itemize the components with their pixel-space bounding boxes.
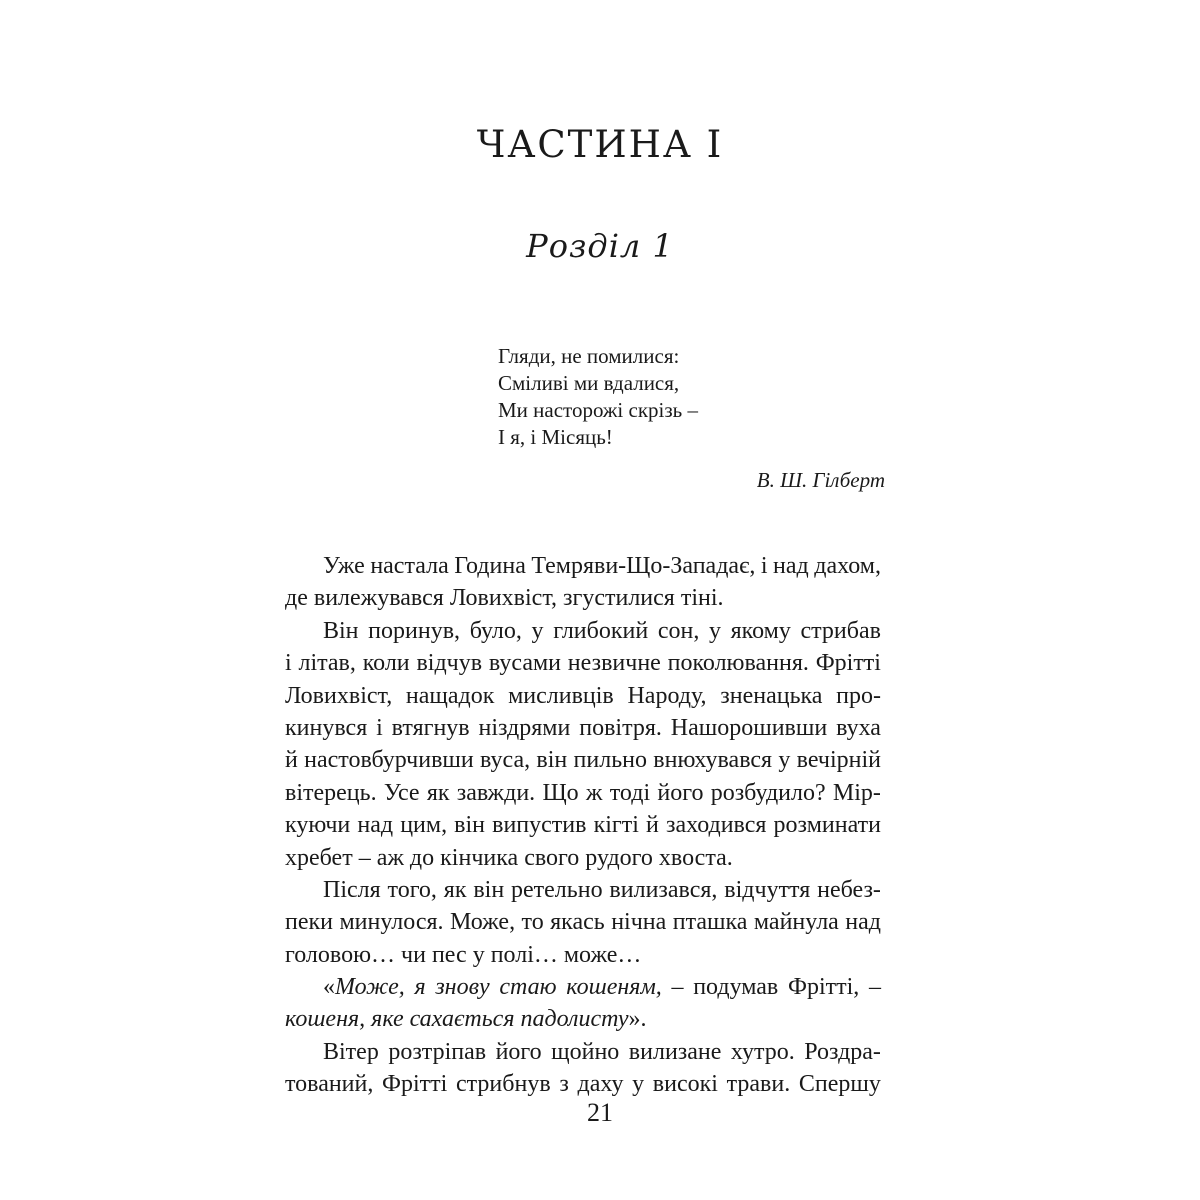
body-word: відчуття — [724, 876, 811, 903]
body-word: Він — [323, 617, 359, 644]
body-word: пильно — [573, 747, 647, 774]
epigraph-line: Сміливі ми вдалися, — [498, 371, 680, 395]
body-word: незвичне — [567, 650, 661, 677]
body-word: стрибнув — [456, 1071, 551, 1098]
body-word: Мір- — [832, 779, 881, 806]
body-line — [285, 939, 881, 971]
body-word: стаю — [499, 974, 557, 1001]
body-word: нащадок — [405, 682, 495, 709]
body-word: він — [536, 747, 568, 774]
body-line — [285, 712, 881, 744]
body-word: ніздрями — [478, 714, 571, 741]
body-line — [285, 906, 881, 938]
epigraph-line: Гляди, не помилися: — [498, 344, 680, 368]
body-word: – — [671, 974, 684, 1001]
body-word: небез- — [817, 876, 881, 903]
body-word: настовбурчивши — [304, 747, 474, 774]
body-word: і — [760, 553, 768, 579]
body-word: сахається — [409, 1006, 515, 1033]
body-word: кігті — [593, 812, 639, 839]
body-word: він — [454, 812, 486, 839]
body-word: про- — [836, 682, 881, 709]
body-word: тоді — [609, 779, 651, 806]
body-word: Фрітті — [382, 1071, 448, 1098]
body-word: пташка — [672, 909, 748, 936]
body-line — [285, 550, 881, 582]
body-word: над — [357, 812, 394, 839]
body-line — [285, 809, 881, 841]
body-word: Уже — [323, 553, 365, 579]
body-word: тіні. — [680, 585, 724, 612]
body-word: було, — [469, 617, 522, 644]
body-word: глибокий — [553, 617, 649, 644]
body-line — [285, 744, 881, 776]
body-word: повітря. — [579, 714, 662, 741]
body-word: вилизане — [628, 1038, 722, 1065]
body-word: внюхувався — [653, 747, 773, 774]
body-word: сон, — [657, 617, 700, 644]
body-word: у — [632, 1071, 645, 1098]
body-word: полі… — [490, 941, 558, 968]
page-number: 21 — [587, 1098, 613, 1127]
body-word: Роздра- — [804, 1038, 881, 1065]
body-word: трави. — [726, 1071, 791, 1098]
body-word: він — [473, 876, 505, 903]
body-word: Після — [323, 876, 381, 903]
body-word: розбудило? — [710, 779, 826, 806]
body-line — [285, 842, 881, 874]
body-word: зненацька — [720, 682, 823, 709]
body-word: пеки — [285, 909, 333, 936]
body-line — [285, 680, 881, 712]
body-word: вусами — [488, 650, 561, 677]
body-word: випустив — [492, 812, 587, 839]
body-word: свого — [524, 844, 580, 871]
body-word: поколювання. — [667, 650, 809, 677]
body-word: я — [414, 974, 426, 1001]
body-word: його — [657, 779, 704, 806]
body-word: Усе — [383, 779, 420, 806]
body-word: втягнув — [391, 714, 470, 741]
body-word: високі — [652, 1071, 718, 1098]
body-word: й — [285, 747, 298, 774]
body-word: його — [495, 1038, 542, 1065]
body-line — [285, 1036, 881, 1068]
body-word: і — [376, 714, 383, 741]
body-word: знову — [435, 974, 490, 1001]
body-word: Година — [454, 553, 526, 579]
body-word: падолисту». — [520, 1006, 647, 1033]
body-word: – — [868, 974, 881, 1001]
body-word: може… — [563, 941, 642, 968]
body-word: головою… — [285, 941, 396, 968]
body-word: куючи — [285, 812, 351, 839]
body-word: мисливців — [508, 682, 614, 709]
body-word: як — [443, 876, 467, 903]
body-word: стрибав — [800, 617, 881, 644]
epigraph — [498, 343, 888, 451]
epigraph-line: І я, і Місяць! — [498, 425, 613, 449]
body-word: завжди. — [456, 779, 536, 806]
body-word: Народу, — [627, 682, 707, 709]
body-word: чи — [401, 941, 426, 968]
body-word: цим, — [400, 812, 448, 839]
chapter-title: Розділ 1 — [526, 227, 674, 265]
body-word: Вітер — [323, 1038, 379, 1065]
body-word: рудого — [585, 844, 653, 871]
body-word: якась — [550, 909, 605, 936]
body-line — [285, 647, 881, 679]
body-word: ретельно — [511, 876, 603, 903]
body-word: у — [472, 941, 485, 968]
body-line — [285, 874, 881, 906]
body-line — [285, 777, 881, 809]
body-word: над — [845, 909, 881, 936]
body-word: вечірній — [796, 747, 881, 774]
body-word: Ловихвіст, — [285, 682, 393, 709]
body-word: Може, — [450, 909, 516, 936]
body-word: Фрітті — [815, 650, 881, 677]
body-text — [285, 550, 881, 1101]
body-word: й — [646, 812, 659, 839]
body-word: де — [285, 585, 308, 612]
body-word: відчув — [416, 650, 483, 677]
body-word: вилежувався — [313, 585, 444, 612]
body-word: згустилися — [563, 585, 675, 612]
body-word: Нашорошивши — [670, 714, 828, 741]
body-word: дахом, — [814, 553, 881, 579]
body-word: нічна — [611, 909, 667, 936]
body-word: якому — [730, 617, 791, 644]
body-word: настала — [370, 553, 449, 579]
body-word: літав, — [298, 650, 356, 677]
body-word: хутро. — [730, 1038, 795, 1065]
body-word: вуса, — [480, 747, 531, 774]
body-word: у — [708, 617, 721, 644]
body-word: кошеня, — [285, 1006, 366, 1033]
body-word: кинувся — [285, 714, 368, 741]
body-word: «Може, — [323, 974, 405, 1001]
body-word: Що — [542, 779, 579, 806]
body-line — [285, 1003, 881, 1035]
body-word: розтріпав — [388, 1038, 487, 1065]
body-word: того, — [387, 876, 437, 903]
body-word: тований, — [285, 1071, 374, 1098]
body-word: Темряви-Що-Западає, — [531, 553, 756, 579]
body-word: коли — [362, 650, 410, 677]
body-word: поринув, — [368, 617, 461, 644]
body-word: хвоста. — [658, 844, 733, 871]
body-word: щойно — [551, 1038, 620, 1065]
body-word: то — [521, 909, 544, 936]
body-word: Ловихвіст, — [449, 585, 558, 612]
body-word: подумав — [693, 974, 779, 1001]
body-word: вуха — [836, 714, 881, 741]
part-title: ЧАСТИНА I — [476, 123, 724, 166]
body-word: кінчика — [440, 844, 519, 871]
body-word: даху — [577, 1071, 624, 1098]
body-word: вилизався, — [609, 876, 718, 903]
body-word: над — [773, 553, 809, 579]
body-word: минулося. — [339, 909, 444, 936]
body-word: у — [531, 617, 544, 644]
body-word: Фрітті, — [787, 974, 860, 1001]
body-word: вітерець. — [285, 779, 377, 806]
body-word: – — [358, 844, 371, 871]
body-word: пес — [431, 941, 467, 968]
body-word: яке — [371, 1006, 404, 1033]
body-line — [285, 615, 881, 647]
body-word: заходився — [665, 812, 767, 839]
body-word: розминати — [773, 812, 881, 839]
body-word: хребет — [285, 844, 353, 871]
body-word: аж — [376, 844, 404, 871]
body-word: як — [426, 779, 450, 806]
body-word: з — [559, 1071, 569, 1098]
body-word: кошеням, — [566, 974, 662, 1001]
body-word: Спершу — [798, 1071, 881, 1098]
body-line — [285, 582, 881, 614]
epigraph-line: Ми насторожі скрізь – — [498, 398, 698, 422]
body-word: у — [778, 747, 791, 774]
body-word: до — [409, 844, 435, 871]
body-word: майнула — [753, 909, 839, 936]
body-word: ж — [585, 779, 603, 806]
body-word: і — [285, 650, 292, 677]
body-line — [285, 971, 881, 1003]
epigraph-author: В. Ш. Гілберт — [756, 468, 885, 492]
